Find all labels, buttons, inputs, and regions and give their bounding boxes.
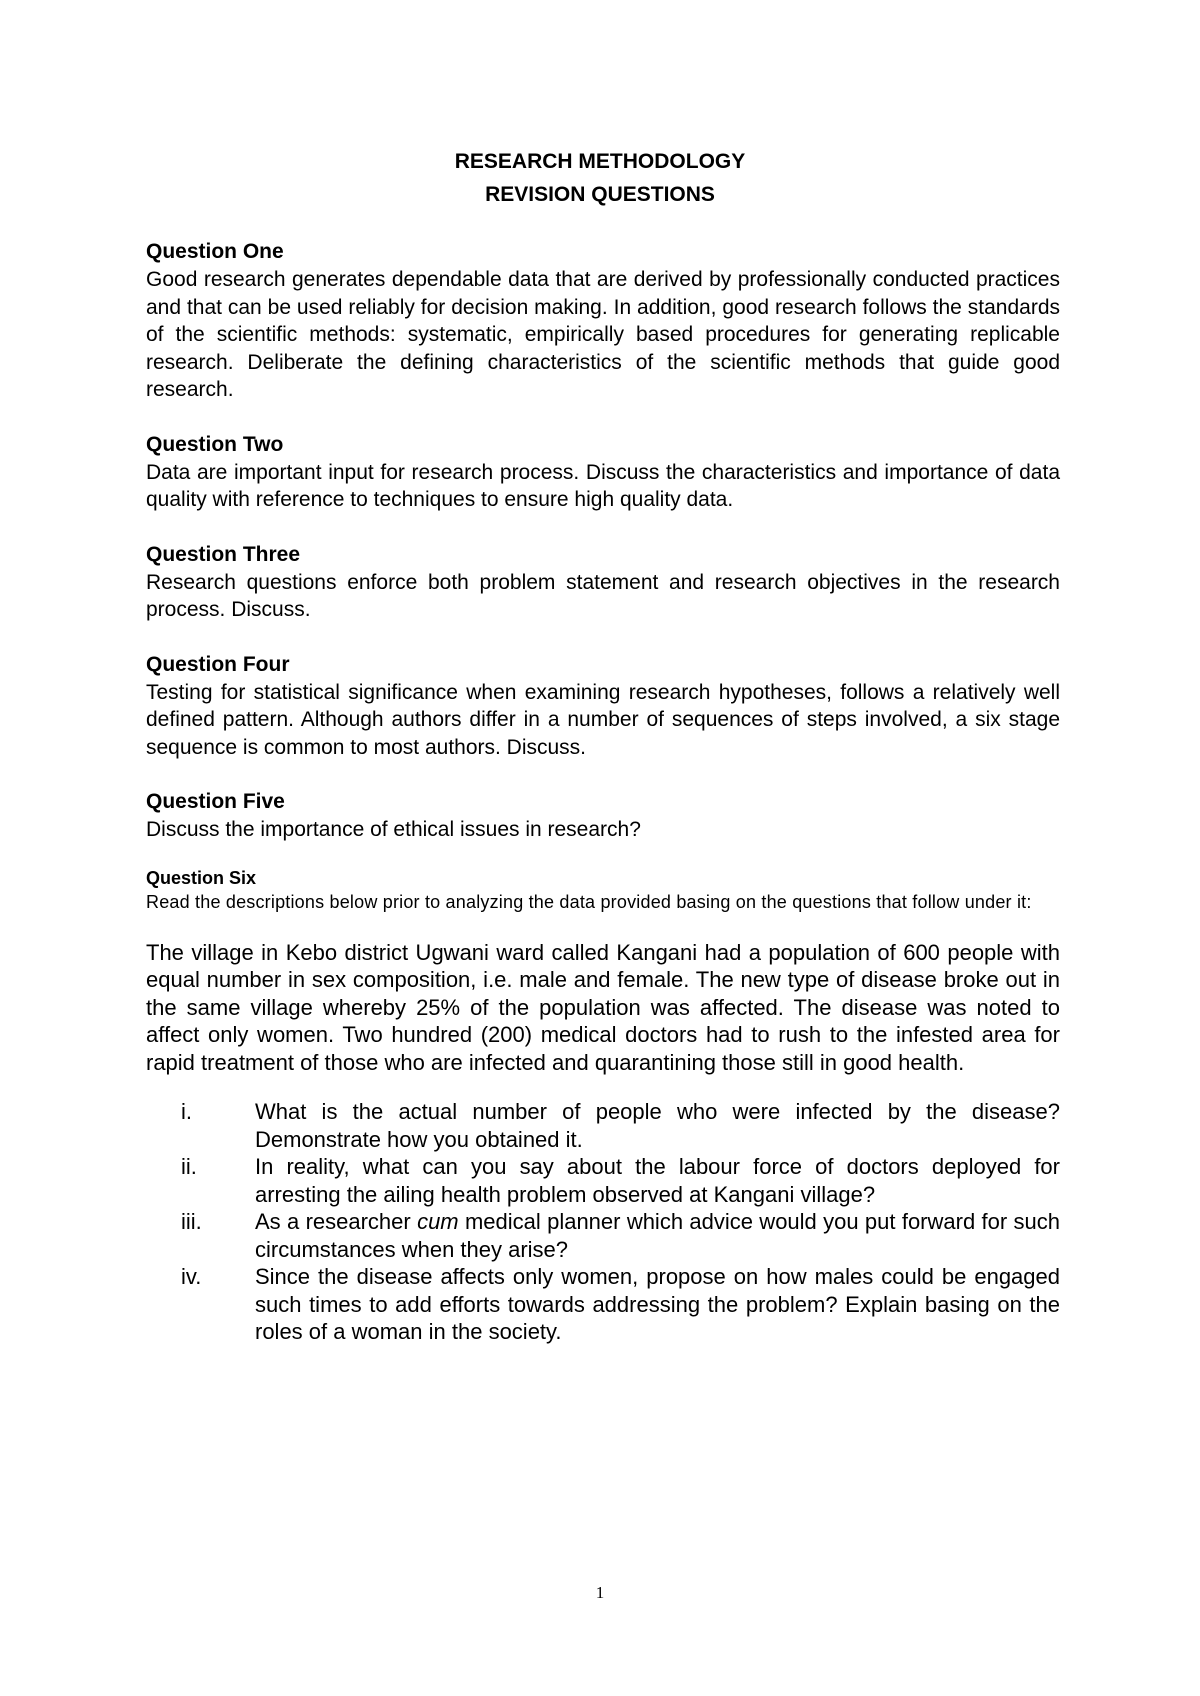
subquestion-text: Since the disease affects only women, propose on how males could be engaged such times to add efforts towards addressing the problem? Explain basing on the roles of a woman in the society. xyxy=(255,1264,1060,1344)
question-body: Discuss the importance of ethical issues in research? xyxy=(146,818,641,841)
question-two xyxy=(146,431,1060,514)
scenario-paragraph: The village in Kebo district Ugwani ward called Kangani had a population of 600 people with equal number in sex composition, i.e. male and female. The new type of disease broke out in the same village whereby 25% of the population was affected. The disease was noted to affect only women. Two hundred (200) medical doctors had to rush to the infested area for rapid treatment of those who are infected and quarantining those still in good health. xyxy=(146,939,1060,1075)
subquestion-marker: iii. xyxy=(181,1209,202,1234)
question-body: Good research generates dependable data that are derived by professionally conducted practices and that can be used reliably for decision making. In addition, good research follows the standards of the scientific methods: systematic, empirically based procedures for generating replicable research. Deliberate the defining characteristics of the scientific methods that guide good research. xyxy=(146,268,1060,401)
question-four xyxy=(146,651,1060,762)
subquestion-text: In reality, what can you say about the labour force of doctors deployed for arresting the ailing health problem observed at Kangani village? xyxy=(255,1154,1060,1207)
question-body: Testing for statistical significance when examining research hypotheses, follows a relatively well defined pattern. Although authors differ in a number of sequences of steps involved, a six stage sequence is common to most authors. Discuss. xyxy=(146,680,1060,759)
subquestion-text-start: As a researcher xyxy=(255,1209,418,1234)
question-heading: Question Two xyxy=(146,432,284,456)
question-heading: Question Four xyxy=(146,652,290,676)
document-title-block xyxy=(0,145,1200,211)
question-six xyxy=(146,866,1060,915)
question-three xyxy=(146,541,1060,624)
page-number: 1 xyxy=(595,1583,605,1602)
subquestion-marker: iv. xyxy=(181,1264,202,1289)
document-subtitle: REVISION QUESTIONS xyxy=(485,183,715,206)
question-five xyxy=(146,788,1060,844)
question-body: Data are important input for research process. Discuss the characteristics and importance of data quality with reference to techniques to ensure high quality data. xyxy=(146,460,1060,511)
subquestion-list xyxy=(146,1098,1060,1346)
subquestion-text-end: medical planner which advice would you put forward for such circumstances when they arise? xyxy=(255,1209,1060,1262)
subquestion-marker: ii. xyxy=(181,1154,197,1179)
subquestion-italic-term: cum xyxy=(417,1209,459,1234)
questions-content xyxy=(146,238,1060,1346)
subquestion-item xyxy=(146,1263,1060,1346)
subquestion-text: What is the actual number of people who were infected by the disease? Demonstrate how you obtained it. xyxy=(255,1099,1060,1152)
question-heading: Question Five xyxy=(146,790,285,813)
question-one xyxy=(146,238,1060,404)
subquestion-item xyxy=(146,1098,1060,1153)
question-heading: Question One xyxy=(146,240,284,263)
question-heading: Question Three xyxy=(146,542,301,566)
question-body: Read the descriptions below prior to analyzing the data provided basing on the questions that follow under it: xyxy=(146,891,1032,912)
document-title: RESEARCH METHODOLOGY xyxy=(454,150,746,173)
subquestion-marker: i. xyxy=(181,1099,192,1124)
question-heading: Question Six xyxy=(146,867,257,888)
subquestion-item xyxy=(146,1153,1060,1208)
question-body: Research questions enforce both problem statement and research objectives in the research process. Discuss. xyxy=(146,570,1060,621)
subquestion-item xyxy=(146,1208,1060,1263)
